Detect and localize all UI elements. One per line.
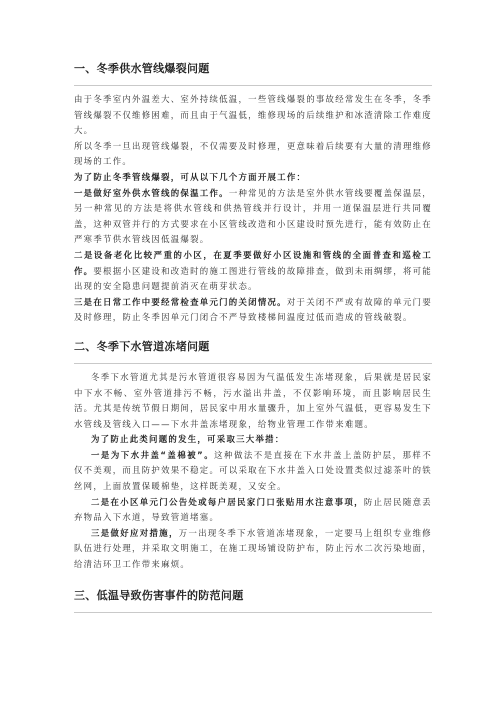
paragraph: 所以冬季一旦出现管线爆裂，不仅需要及时修理，更意味着后续要有大量的清理维修现场的工作。 — [74, 140, 432, 167]
paragraph: 三是在日常工作中要经常检查单元门的关闭情况。对于关闭不严或有故障的单元门要及时修理，防止冬季因单元门闭合不严导致楼梯间温度过低而造成的管线破裂。 — [74, 296, 432, 323]
section-heading: 一、冬季供水管线爆裂问题 — [74, 62, 210, 75]
paragraph: 三是做好应对措施，万一出现冬季下水管道冻堵现象，一定要马上组织专业维修队伍进行处理，并采取文明施工，在施工现场铺设防护布，防止污水二次污染地面，给清洁环卫工作带来麻烦。 — [74, 527, 432, 570]
paragraph: 为了防止冬季管线爆裂，可从以下几个方面开展工作： — [74, 171, 307, 182]
section-pipe-burst — [74, 62, 432, 326]
paragraph: 二是设备老化比较严重的小区，在夏季要做好小区设施和管线的全面普查和巡检工作。要根据小区建设和改造时的施工图进行管线的故障排查，做到未雨绸缪，将可能出现的安全隐患问题提前消灭在萌芽状态。 — [74, 249, 432, 292]
paragraph: 冬季下水管道尤其是污水管道很容易因为气温低发生冻堵现象，后果就是居民家中下水不畅、室外管道排污不畅，污水溢出井盖，不仅影响环境，而且影响居民生活。尤其是传统节假日期间，居民家中用水量骤升，加上室外气温低，更容易发生下水管线及管线入口——下水井盖冻堵现象，给物业管理工作带来难题。 — [74, 371, 432, 429]
paragraph: 由于冬季室内外温差大、室外持续低温，一些管线爆裂的事故经常发生在冬季，冬季管线爆裂不仅维修困难，而且由于气温低，维修现场的后续维护和冰渣清除工作难度大。 — [74, 94, 432, 136]
paragraph: 二是在小区单元门公告处或每户居民家门口张贴用水注意事项，防止居民随意丢弃物品入下水道，导致管道堵塞。 — [74, 496, 432, 523]
section-low-temp-injury — [74, 589, 432, 613]
paragraph: 为了防止此类问题的发生，可采取三大举措： — [91, 434, 285, 445]
paragraph: 一是为下水井盖“盖棉被”。这种做法不是直接在下水井盖上盖防护层，那样不仅不美观，而且防护效果不稳定。可以采取在下水井盖入口处设置类似过滤茶叶的铁丝网，上面放置保暖棉垫，这样既美观，又安全。 — [74, 449, 432, 492]
paragraph: 一是做好室外供水管线的保温工作。一种常见的方法是室外供水管线要覆盖保温层，另一种常见的方法是将供水管线和供热管线并行设计，并用一道保温层进行共同覆盖，这种双管并行的方式要求在小区管线改造和小区建设时预先进行，能有效防止在严寒季节供水管线因低温爆裂。 — [74, 187, 432, 245]
section-heading: 三、低温导致伤害事件的防范问题 — [74, 588, 244, 602]
section-divider — [74, 363, 432, 364]
section-divider — [74, 612, 432, 613]
section-divider — [74, 85, 432, 86]
section-drain-freeze — [74, 340, 432, 573]
section-heading: 二、冬季下水管道冻堵问题 — [74, 339, 210, 353]
